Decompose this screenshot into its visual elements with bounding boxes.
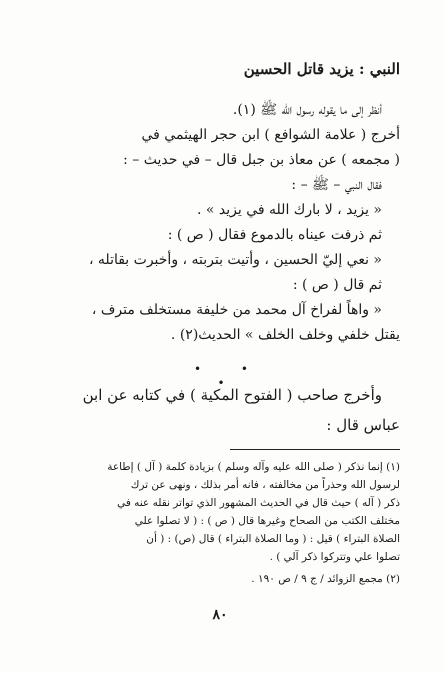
footnote-2: (٢) مجمع الزوائد / ج ٩ / ص ١٩٠ . bbox=[251, 573, 400, 585]
footnote-divider bbox=[230, 449, 400, 450]
footnote-line: تصلوا علي وتتركوا ذكر آلي ) . bbox=[269, 551, 400, 563]
footnote-line: (١) إنما نذكر ( صلى الله عليه وآله وسلم ) بزيادة كلمة ( آل ) إطاعة bbox=[107, 461, 400, 473]
section-separator: • • • bbox=[194, 362, 266, 390]
footnote-line: ذكر ( آله ) حيث قال في الحديث المشهور الذي تواتر نقله عنه في bbox=[117, 497, 400, 509]
body-line: ثم قال ( ص ) : bbox=[292, 277, 382, 293]
footnote-line: مختلف الكتب من الصحاح وغيرها قال ( ص ) : ( لا تصلوا علي bbox=[134, 515, 400, 527]
body-line: عباس قال : bbox=[326, 416, 400, 434]
body-line: ثم ذرفت عيناه بالدموع فقال ( ص ) : bbox=[167, 227, 382, 243]
main-text bbox=[60, 56, 400, 348]
body-line: ( مجمعه ) عن معاذ بن جبل قال – في حديث – : bbox=[123, 152, 400, 168]
footnote-line: لرسول الله وحذراً من مخالفته ، فانه أمر بذلك ، ونهى عن ترك bbox=[130, 479, 400, 491]
page-number: ٨٠ bbox=[212, 607, 228, 623]
body-line: أنظر إلى ما يقوله رسول الله ﷺ (١). bbox=[232, 102, 382, 118]
body-line: أخرج ( علامة الشوافع ) ابن حجر الهيثمي في bbox=[141, 127, 400, 143]
body-line: يقتل خلفي وخلف الخلف » الحديث(٢) . bbox=[170, 327, 400, 343]
body-line: وأخرج صاحب ( الفتوح المكية ) في كتابه عن ابن bbox=[82, 386, 382, 404]
second-paragraph bbox=[60, 380, 400, 440]
section-heading: النبي : يزيد قاتل الحسين bbox=[243, 60, 400, 78]
body-line: « نعي إليّ الحسين ، وأتيت بتربته ، وأخبرت بقاتله ، bbox=[88, 252, 382, 268]
footnote-1 bbox=[60, 458, 400, 566]
body-line: « يزيد ، لا بارك الله في يزيد » . bbox=[197, 202, 382, 218]
footnote-line: الصلاة البتراء ) قيل : ( وما الصلاة البتراء ) قال (ص) : ( أن bbox=[146, 533, 400, 545]
body-line: فقال النبي – ﷺ – : bbox=[291, 177, 382, 193]
footnotes bbox=[60, 458, 400, 588]
body-line: « واهاً لفراخ آل محمد من خليفة مستخلف مترف ، bbox=[91, 302, 382, 318]
